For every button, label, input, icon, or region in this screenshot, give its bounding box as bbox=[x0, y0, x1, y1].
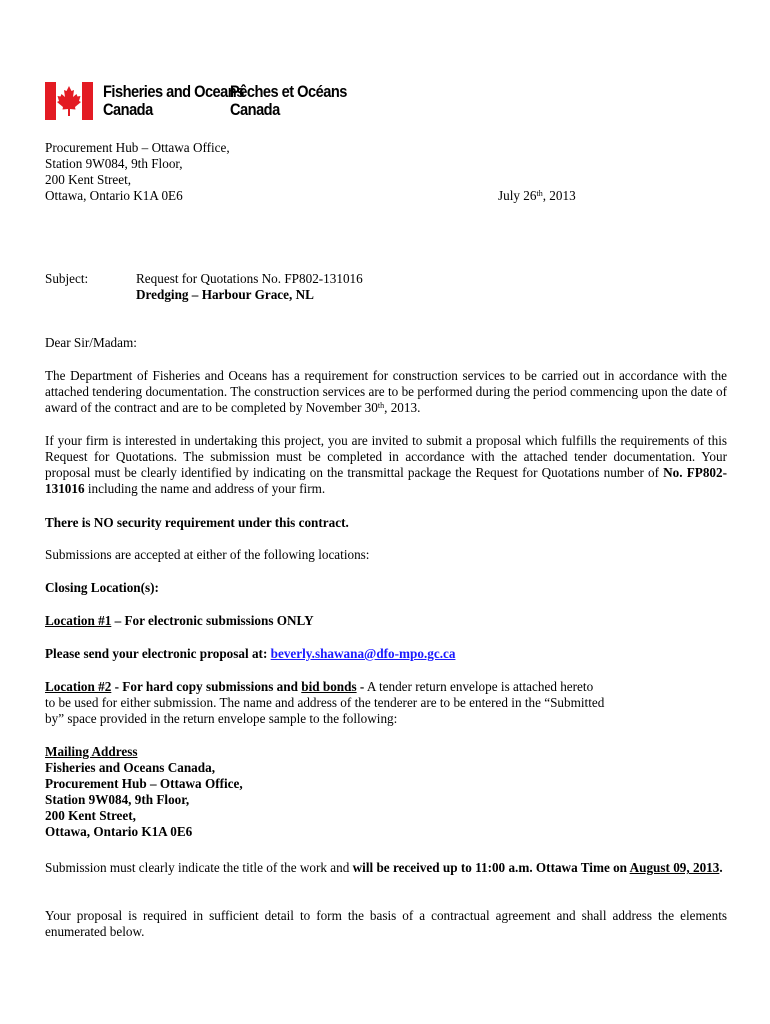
mailing-line: Fisheries and Oceans Canada, bbox=[45, 760, 215, 775]
location-1 bbox=[45, 613, 314, 629]
deadline-prefix: Submission must clearly indicate the title of the work and bbox=[45, 860, 353, 875]
location-2-dash: - bbox=[356, 679, 365, 694]
para2-text: If your firm is interested in undertaking this project, you are invited to submit a proposal which fulfills the requirements of this Request for Quotations. The submission must be completed in accordance with the attached tender documentation. Your proposal must be clearly identified by indicating on the transmittal package the Request for Quotations number of bbox=[45, 433, 727, 480]
address-line: Station 9W084, 9th Floor, bbox=[45, 156, 183, 171]
org-name-en-line1: Fisheries and Oceans bbox=[103, 82, 244, 101]
mailing-line: Station 9W084, 9th Floor, bbox=[45, 792, 190, 807]
org-name-french bbox=[230, 83, 347, 119]
deadline-end: . bbox=[719, 860, 723, 875]
para1-sup: th bbox=[377, 401, 385, 410]
letter-date bbox=[498, 188, 576, 204]
subject-label: Subject: bbox=[45, 271, 89, 286]
location-2 bbox=[45, 679, 604, 727]
subject-line1: Request for Quotations No. FP802-131016 bbox=[136, 271, 363, 286]
location-2-rest: A tender return envelope is attached hereto bbox=[364, 679, 594, 694]
org-name-english bbox=[103, 83, 244, 119]
para1-end: , 2013. bbox=[384, 400, 421, 415]
deadline-bold: will be received up to 11:00 a.m. Ottawa Time on bbox=[352, 860, 630, 875]
mailing-address bbox=[45, 744, 243, 840]
email-link[interactable]: beverly.shawana@dfo-mpo.gc.ca bbox=[270, 646, 456, 661]
date-rest: , 2013 bbox=[542, 188, 576, 203]
sender-address bbox=[45, 140, 230, 204]
org-name-fr-line1: Pêches et Océans bbox=[230, 82, 347, 101]
org-name-fr-line2: Canada bbox=[230, 100, 280, 119]
subject-line2: Dredging – Harbour Grace, NL bbox=[136, 287, 314, 302]
salutation: Dear Sir/Madam: bbox=[45, 335, 137, 350]
para2-rfq-number: No. FP802-131016 bbox=[45, 465, 727, 496]
electronic-submission bbox=[45, 646, 455, 662]
location-2-line3: by” space provided in the return envelope sample to the following: bbox=[45, 711, 398, 726]
address-line: 200 Kent Street, bbox=[45, 172, 132, 187]
mailing-heading: Mailing Address bbox=[45, 744, 138, 759]
deadline-paragraph bbox=[45, 860, 727, 876]
submissions-intro: Submissions are accepted at either of the following locations: bbox=[45, 547, 370, 562]
mailing-line: Ottawa, Ontario K1A 0E6 bbox=[45, 824, 193, 839]
paragraph-requirement bbox=[45, 368, 727, 416]
location-2-label: Location #2 bbox=[45, 679, 112, 694]
org-name-en-line2: Canada bbox=[103, 100, 153, 119]
date-prefix: July 26 bbox=[498, 188, 537, 203]
electronic-prefix: Please send your electronic proposal at: bbox=[45, 646, 271, 661]
subject-block bbox=[136, 271, 363, 303]
final-paragraph: Your proposal is required in sufficient detail to form the basis of a contractual agreement and shall address the elements enumerated below. bbox=[45, 908, 727, 939]
location-2-line2: to be used for either submission. The name and address of the tenderer are to be entered in the “Submitted bbox=[45, 695, 605, 710]
deadline-date: August 09, 2013 bbox=[629, 860, 720, 875]
date-suffix: th bbox=[536, 189, 543, 198]
canada-flag-logo bbox=[45, 82, 93, 120]
maple-leaf-flag-icon bbox=[45, 82, 93, 120]
para2-end: including the name and address of your firm. bbox=[84, 481, 326, 496]
mailing-line: Procurement Hub – Ottawa Office, bbox=[45, 776, 243, 791]
para1-text: The Department of Fisheries and Oceans has a requirement for construction services to be carried out in accordance with the attached tendering documentation. The construction services are to be performed during the period commencing upon the date of award of the contract and are to be completed by November 30 bbox=[45, 368, 727, 415]
location-2-bold: - For hard copy submissions and bbox=[111, 679, 302, 694]
mailing-line: 200 Kent Street, bbox=[45, 808, 136, 823]
location-2-line1 bbox=[45, 679, 604, 695]
paragraph-invitation bbox=[45, 433, 727, 497]
bid-bonds: bid bonds bbox=[301, 679, 357, 694]
security-note: There is NO security requirement under this contract. bbox=[45, 515, 349, 530]
closing-location-heading: Closing Location(s): bbox=[45, 580, 159, 595]
location-1-text: – For electronic submissions ONLY bbox=[111, 613, 314, 628]
location-1-label: Location #1 bbox=[45, 613, 112, 628]
address-line: Ottawa, Ontario K1A 0E6 bbox=[45, 188, 183, 203]
address-line: Procurement Hub – Ottawa Office, bbox=[45, 140, 230, 155]
